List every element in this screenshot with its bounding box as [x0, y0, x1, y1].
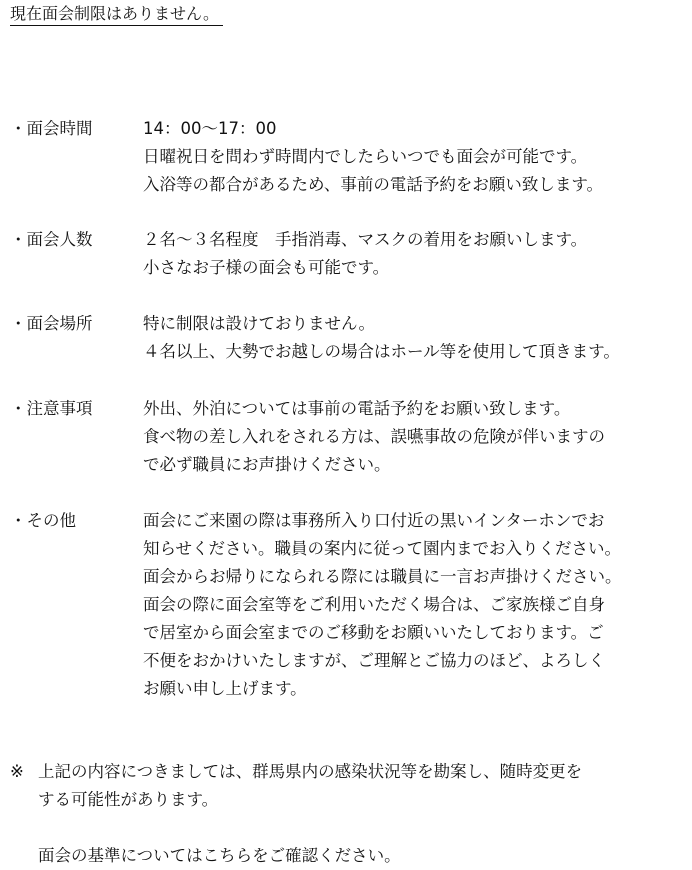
section-line: 小さなお子様の面会も可能です。 — [143, 258, 390, 277]
section-label: ・面会人数 — [10, 230, 93, 249]
section-body — [143, 310, 690, 366]
section-line: で必ず職員にお声掛けください。 — [143, 455, 391, 474]
section-line: 面会の際に面会室等をご利用いただく場合は、ご家族様ご自身 — [143, 595, 605, 614]
section-line: 外出、外泊については事前の電話予約をお願い致します。 — [143, 399, 571, 418]
section-line: 日曜祝日を問わず時間内でしたらいつでも面会が可能です。 — [143, 147, 588, 166]
section-line: 特に制限は設けておりません。 — [143, 314, 375, 333]
section-label: ・注意事項 — [10, 399, 93, 418]
section-label: ・面会場所 — [10, 314, 93, 333]
section-line: 14：00～17：00 — [143, 119, 277, 138]
visiting-criteria-text: 面会の基準についてはこちらをご確認ください。 — [38, 846, 401, 865]
section-line: 不便をおかけいたしますが、ご理解とご協力のほど、よろしく — [143, 651, 605, 670]
section-line: 知らせください。職員の案内に従って園内までお入りください。 — [143, 539, 622, 558]
section-body — [143, 226, 690, 282]
section-line: で居室から面会室までのご移動をお願いいたしております。ご — [143, 623, 604, 642]
notice-line: する可能性があります。 — [38, 790, 219, 809]
section-body — [143, 507, 690, 703]
section-label: ・面会時間 — [10, 119, 93, 138]
section-line: お願い申し上げます。 — [143, 679, 307, 698]
section-line: 食べ物の差し入れをされる方は、誤嚥事故の危険が伴いますの — [143, 427, 605, 446]
section-body — [143, 395, 690, 479]
page-title: 現在面会制限はありません。 — [10, 3, 223, 26]
section-label: ・その他 — [10, 511, 76, 530]
section-line: ２名～３名程度 手指消毒、マスクの着用をお願いします。 — [143, 230, 588, 249]
section-body — [143, 115, 690, 199]
notice-line: 上記の内容につきましては、群馬県内の感染状況等を勘案し、随時変更を — [38, 762, 583, 781]
section-line: ４名以上、大勢でお越しの場合はホール等を使用して頂きます。 — [143, 342, 620, 361]
section-line: 面会にご来園の際は事務所入り口付近の黒いインターホンでお — [143, 511, 605, 530]
notice-text — [38, 758, 582, 814]
section-line: 入浴等の都合があるため、事前の電話予約をお願い致します。 — [143, 175, 604, 194]
section-line: 面会からお帰りになられる際には職員に一言お声掛けください。 — [143, 567, 622, 586]
reference-mark: ※ — [10, 762, 24, 781]
